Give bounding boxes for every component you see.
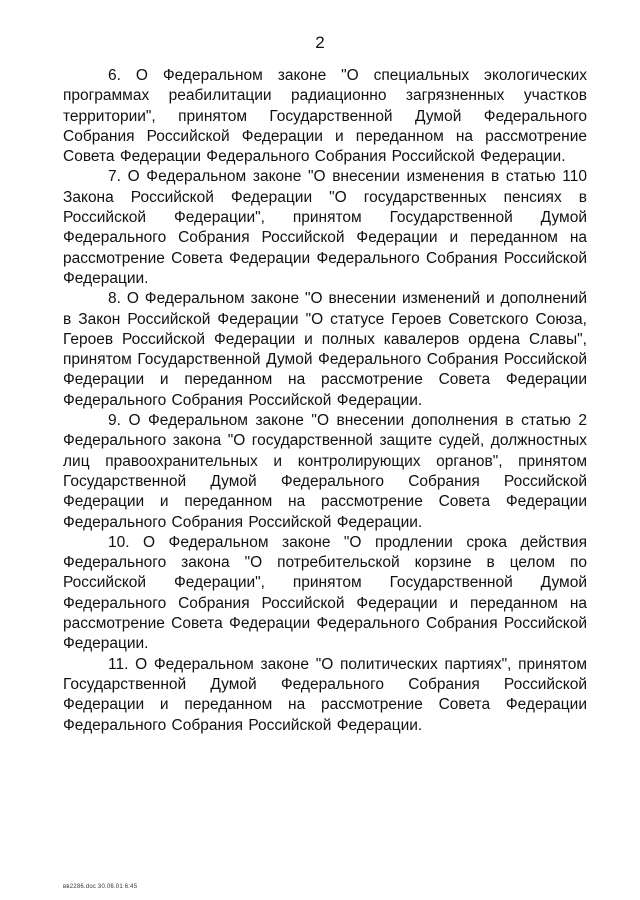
agenda-list <box>63 66 587 736</box>
agenda-item-6: 6. О Федеральном законе "О специальных экологических программах реабилитации радиационно загрязненных участков территории", принятом Государственной Думой Федерального Собрания Российской Федерации и переданном на рассмотрение Совета Федерации Федерального Собрания Российской Федерации. <box>63 67 587 166</box>
agenda-item-10: 10. О Федеральном законе "О продлении срока действия Федерального закона "О потребительской корзине в целом по Российской Федерации", принятом Государственной Думой Федерального Собрания Российской Федерации и переданном на рассмотрение Совета Федерации Федерального Собрания Российской Федерации. <box>63 533 587 653</box>
agenda-item-11: 11. О Федеральном законе "О политических партиях", принятом Государственной Думой Федерального Собрания Российской Федерации и переданном на рассмотрение Совета Федерации Федерального Собрания Российской Федерации. <box>63 655 587 734</box>
page-number: 2 <box>315 33 325 52</box>
agenda-item-7: 7. О Федеральном законе "О внесении изменения в статью 110 Закона Российской Федерации "О государственных пенсиях в Российской Федерации", принятом Государственной Думой Федерального Собрания Российской Федерации и переданном на рассмотрение Совета Федерации Федерального Собрания Российской Федерации. <box>63 168 587 287</box>
agenda-item-9: 9. О Федеральном законе "О внесении дополнения в статью 2 Федерального закона "О государственной защите судей, должностных лиц правоохранительных и контролирующих органов", принятом Государственной Думой Федерального Собрания Российской Федерации и переданном на рассмотрение Совета Федерации Федерального Собрания Российской Федерации. <box>63 412 587 531</box>
agenda-item-8: 8. О Федеральном законе "О внесении изменений и дополнений в Закон Российской Федерации "О статусе Героев Советского Союза, Героев Российской Федерации и полных кавалеров ордена Славы", принятом Государственной Думой Федерального Собрания Российской Федерации и переданном на рассмотрение Совета Федерации Федерального Собрания Российской Федерации. <box>63 290 587 409</box>
footer-file-code: вв2286.doc 30.06.01 6:45 <box>63 884 138 890</box>
